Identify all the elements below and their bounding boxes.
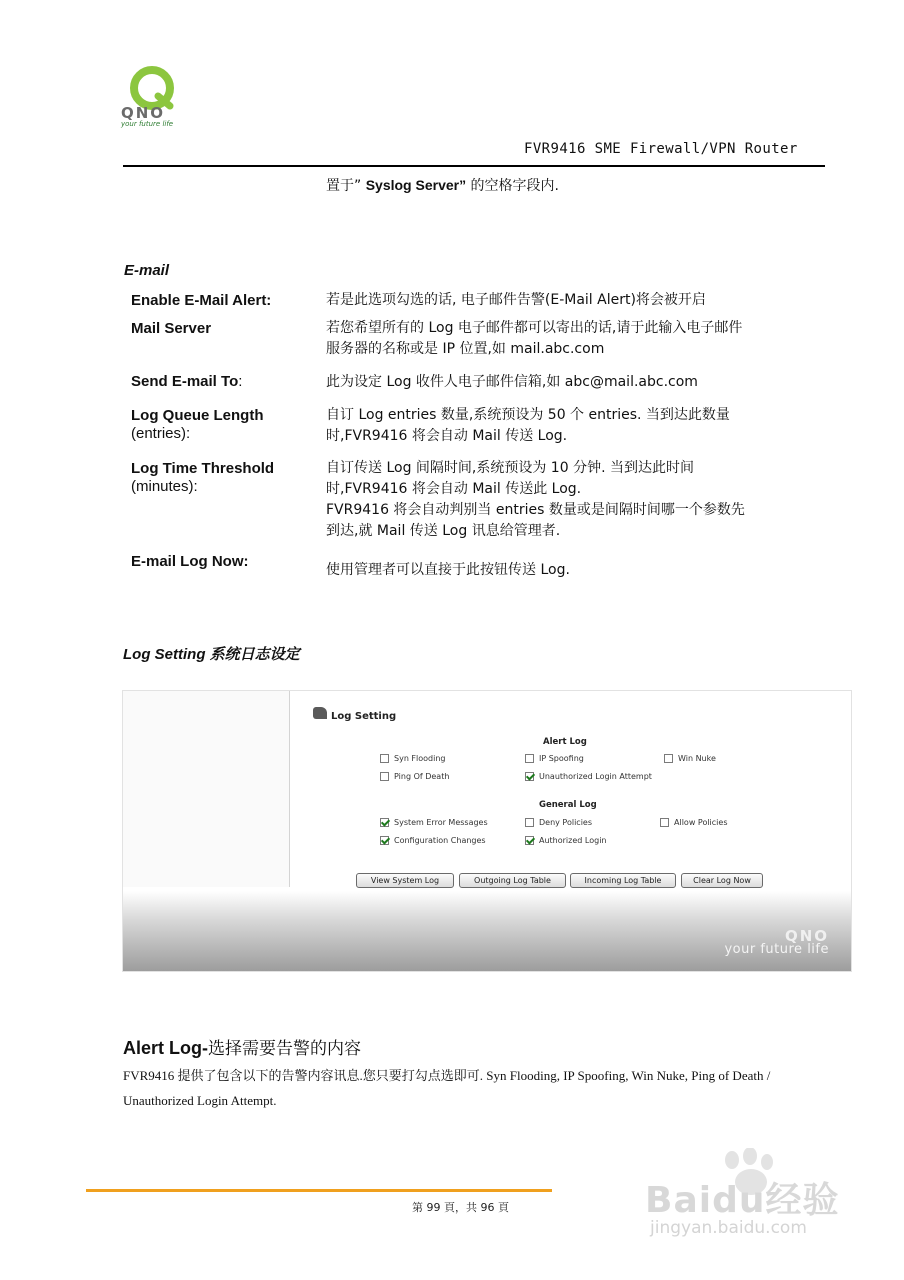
checkbox-box xyxy=(525,818,534,827)
checkbox-label: Unauthorized Login Attempt xyxy=(539,772,652,781)
def-line: 自订传送 Log 间隔时间,系统预设为 10 分钟. 当到达此时间 xyxy=(326,460,694,476)
def-line: 时,FVR9416 将会自动 Mail 传送 Log. xyxy=(326,428,568,444)
checkbox-box xyxy=(380,772,389,781)
def-line: 时,FVR9416 将会自动 Mail 传送此 Log. xyxy=(326,481,582,497)
term-label: Log Queue Length xyxy=(131,407,264,424)
syslog-server-label: Syslog Server” xyxy=(365,177,467,193)
log-setting-heading: Log Setting 系统日志设定 xyxy=(123,646,300,663)
watermark-brand: Baidu经验 xyxy=(645,1180,840,1221)
checkbox-box xyxy=(664,754,673,763)
term-suffix: : xyxy=(238,373,243,390)
term-enable-email-alert xyxy=(131,292,271,310)
syslog-prefix: 置于” xyxy=(326,178,366,194)
def-line: FVR9416 将会自动判别当 entries 数量或是间隔时间哪一个参数先 xyxy=(326,502,745,518)
checkbox-syn-flooding[interactable] xyxy=(380,754,446,763)
def-email-log-now xyxy=(326,560,796,581)
page-number: 第 99 頁，共 96 頁 xyxy=(412,1201,509,1214)
def-line: 使用管理者可以直接于此按钮传送 Log. xyxy=(326,562,570,578)
email-section-heading: E-mail xyxy=(124,262,170,279)
checkbox-system-error-messages[interactable] xyxy=(380,818,488,827)
term-label: Enable E-Mail Alert: xyxy=(131,292,272,309)
checkbox-box-checked xyxy=(380,818,389,827)
alert-log-heading: Alert Log xyxy=(543,737,587,747)
checkbox-configuration-changes[interactable] xyxy=(380,836,486,845)
alert-description-line-2: Unauthorized Login Attempt. xyxy=(123,1093,277,1108)
checkbox-box xyxy=(525,754,534,763)
outgoing-log-table-button[interactable]: Outgoing Log Table xyxy=(459,873,566,888)
heading-en: Alert Log- xyxy=(123,1038,208,1058)
checkbox-label: Configuration Changes xyxy=(394,836,486,845)
checkbox-authorized-login[interactable] xyxy=(525,836,606,845)
term-label: Send E-mail To xyxy=(131,373,239,390)
panel-brand-tagline: your future life xyxy=(724,942,829,957)
checkbox-box xyxy=(660,818,669,827)
alert-log-section-heading xyxy=(123,1034,361,1059)
document-title: FVR9416 SME Firewall/VPN Router xyxy=(524,141,798,157)
checkbox-label: Win Nuke xyxy=(678,754,716,763)
term-label: Log Time Threshold xyxy=(131,460,275,477)
checkbox-box-checked xyxy=(525,836,534,845)
checkbox-deny-policies[interactable] xyxy=(525,818,592,827)
alert-description-line-1: FVR9416 提供了包含以下的告警内容讯息.您只要打勾点选即可. Syn Flooding, IP Spoofing, Win Nuke, Ping of Death / xyxy=(123,1068,771,1083)
checkbox-ping-of-death[interactable] xyxy=(380,772,449,781)
checkbox-label: Syn Flooding xyxy=(394,754,446,763)
checkbox-box-checked xyxy=(525,772,534,781)
def-enable-email-alert xyxy=(326,290,796,311)
term-send-email-to xyxy=(131,373,242,391)
term-label: E-mail Log Now: xyxy=(131,553,249,570)
incoming-log-table-button[interactable]: Incoming Log Table xyxy=(570,873,676,888)
checkbox-win-nuke[interactable] xyxy=(664,754,716,763)
header-divider xyxy=(123,165,825,167)
checkbox-allow-policies[interactable] xyxy=(660,818,728,827)
panel-footer-band xyxy=(123,891,851,971)
log-setting-screenshot xyxy=(122,690,852,972)
def-log-time-threshold xyxy=(326,458,796,542)
term-log-queue-length xyxy=(131,407,264,443)
footer-divider xyxy=(86,1189,552,1192)
logo-text: QNO xyxy=(121,104,166,122)
term-email-log-now xyxy=(131,553,249,571)
def-line: 若是此选项勾选的话, 电子邮件告警(E-Mail Alert)将会被开启 xyxy=(326,292,706,308)
checkbox-label: IP Spoofing xyxy=(539,754,584,763)
def-send-email-to xyxy=(326,372,796,393)
checkbox-label: Allow Policies xyxy=(674,818,728,827)
checkbox-box-checked xyxy=(380,836,389,845)
panel-title: Log Setting xyxy=(331,711,397,722)
def-line: 若您希望所有的 Log 电子邮件都可以寄出的话,请于此输入电子邮件 xyxy=(326,320,743,336)
def-line: 服务器的名称或是 IP 位置,如 mail.abc.com xyxy=(326,341,605,357)
view-system-log-button[interactable]: View System Log xyxy=(356,873,454,888)
watermark-url: jingyan.baidu.com xyxy=(650,1218,807,1238)
syslog-continuation xyxy=(326,175,559,195)
def-mail-server xyxy=(326,318,796,360)
panel-sidebar xyxy=(123,691,290,887)
term-mail-server xyxy=(131,320,211,338)
checkbox-label: Deny Policies xyxy=(539,818,593,827)
checkbox-label: Ping Of Death xyxy=(394,772,450,781)
def-log-queue-length xyxy=(326,405,796,447)
general-log-heading: General Log xyxy=(539,800,597,810)
term-log-time-threshold xyxy=(131,460,274,496)
checkbox-label: System Error Messages xyxy=(394,818,488,827)
def-line: 自订 Log entries 数量,系统预设为 50 个 entries. 当到达此数量 xyxy=(326,407,730,423)
checkbox-label: Authorized Login xyxy=(539,836,607,845)
heading-zh: 选择需要告警的内容 xyxy=(208,1039,361,1059)
checkbox-box xyxy=(380,754,389,763)
checkbox-unauthorized-login-attempt[interactable] xyxy=(525,772,652,781)
term-sublabel: (minutes): xyxy=(131,478,198,495)
checkbox-ip-spoofing[interactable] xyxy=(525,754,584,763)
term-sublabel: (entries): xyxy=(131,425,191,442)
term-label: Mail Server xyxy=(131,320,212,337)
clear-log-now-button[interactable]: Clear Log Now xyxy=(681,873,763,888)
syslog-suffix: 的空格字段内. xyxy=(466,178,559,194)
def-line: 到达,就 Mail 传送 Log 讯息给管理者. xyxy=(326,523,561,539)
panel-brand-logo: QNO xyxy=(784,927,829,945)
logo-tagline: your future life xyxy=(121,120,174,128)
def-line: 此为设定 Log 收件人电子邮件信箱,如 abc@mail.abc.com xyxy=(326,374,698,390)
folder-tab-icon xyxy=(313,707,327,719)
